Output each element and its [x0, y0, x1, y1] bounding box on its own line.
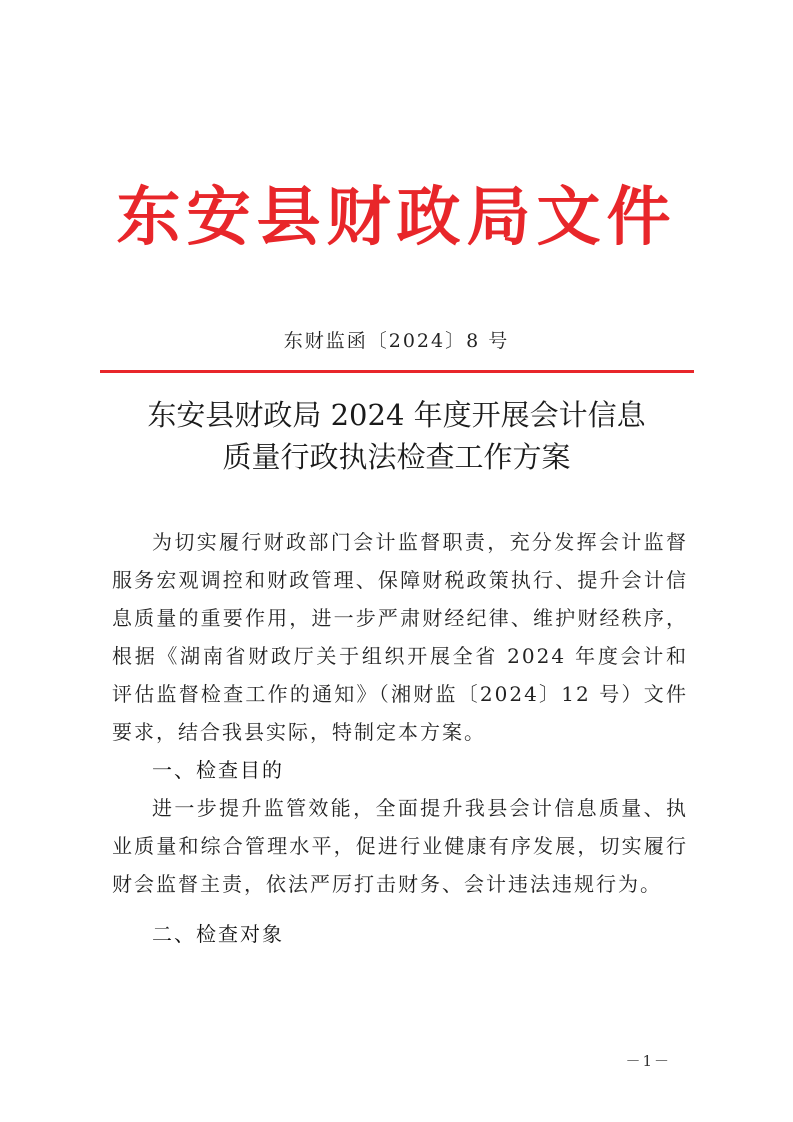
masthead-title: 东安县财政局文件 [116, 181, 677, 255]
document-title-line-2: 质量行政执法检查工作方案 [222, 440, 571, 474]
section-1-paragraph: 进一步提升监管效能，全面提升我县会计信息质量、执业质量和综合管理水平，促进行业健康有序发展，切实履行财会监督主责，依法严厉打击财务、会计违法违规行为。 [112, 796, 688, 896]
red-divider-line [100, 370, 694, 373]
document-number: 东财监函〔2024〕8 号 [283, 330, 510, 352]
intro-paragraph: 为切实履行财政部门会计监督职责，充分发挥会计监督服务宏观调控和财政管理、保障财税政策执行、提升会计信息质量的重要作用，进一步严肃财经纪律、维护财经秩序，根据《湖南省财政厅关于组织开展全省 2024 年度会计和评估监督检查工作的通知》（湘财监〔2024〕12 号）文件要求，结合我县实际，特制定本方案。 [112, 530, 688, 744]
document-title [0, 394, 793, 478]
page-number: －1－ [625, 1052, 671, 1070]
section-gap [112, 903, 688, 915]
section-2-heading: 二、检查对象 [152, 922, 284, 946]
section-1-heading: 一、检查目的 [152, 758, 284, 782]
document-title-line-1: 东安县财政局 2024 年度开展会计信息 [147, 398, 646, 432]
document-body [112, 523, 688, 953]
